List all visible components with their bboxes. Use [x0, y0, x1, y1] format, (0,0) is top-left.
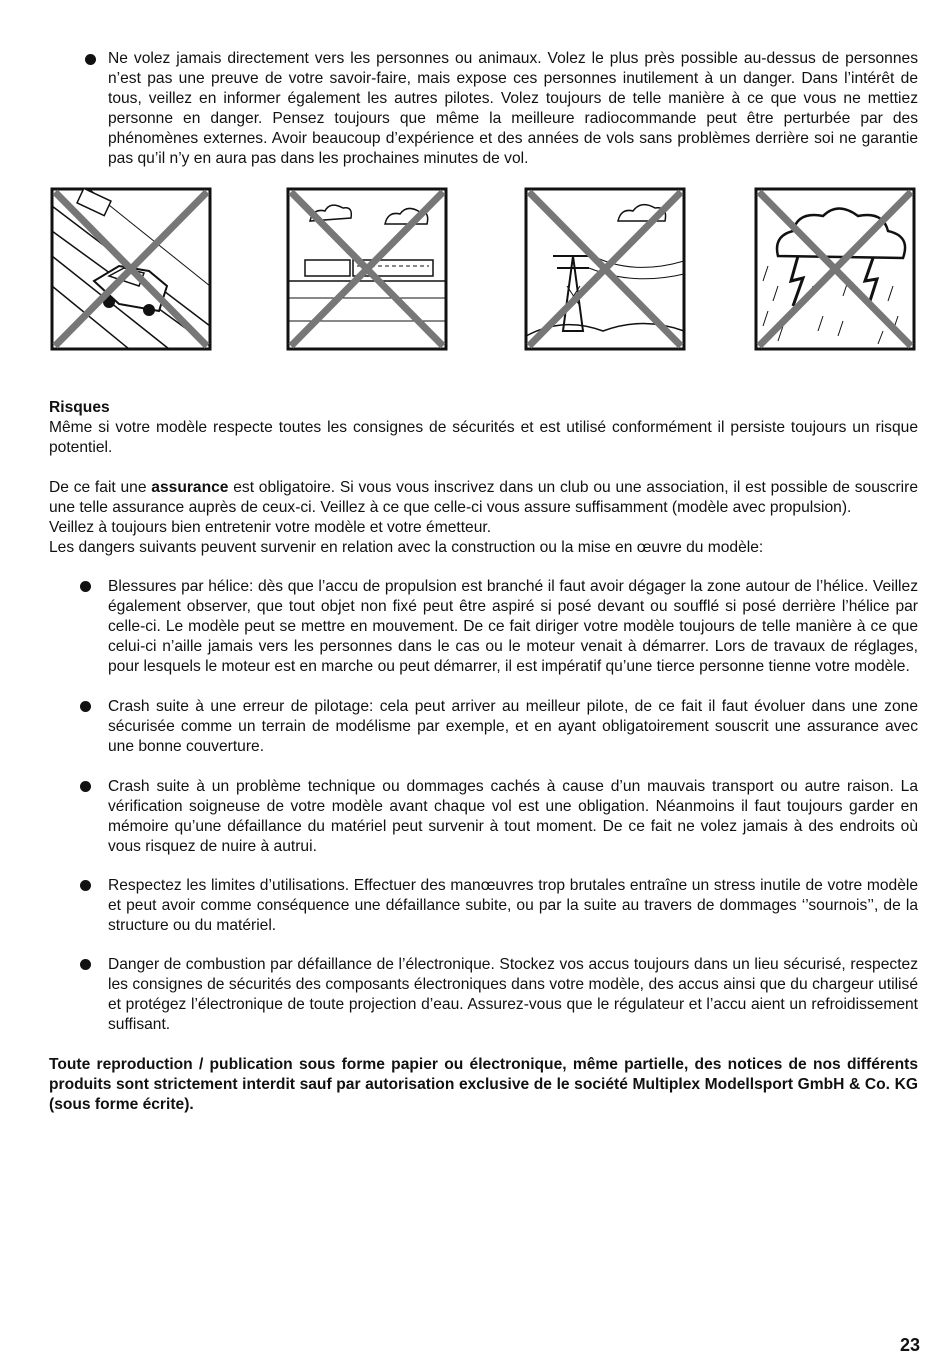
danger-item-limits: Respectez les limites d’utilisations. Effectuer des manœuvres trop brutales entraîne un stress inutile de votre modèle et peut avoir comme conséquence une défaillance subite, ou par la suite au travers de dommages ‘’sournois’’, de la structure ou du matériel.	[108, 877, 918, 934]
risks-paragraph-1: Même si votre modèle respecte toutes les consignes de sécurités et est utilisé conformément il persiste toujours un risque potentiel.	[49, 419, 918, 456]
risks-p2-before: De ce fait une	[49, 479, 152, 496]
risks-paragraph-3: Veillez à toujours bien entretenir votre modèle et votre émetteur.	[49, 519, 492, 536]
intro-bullet-text: Ne volez jamais directement vers les personnes ou animaux. Volez le plus près possible au-dessus de personnes n’est pas une preuve de votre savoir-faire, mais expose ces personnes inutilement à un danger. Dans l’intérêt de tous, veillez en informer également les autres pilotes. Volez toujours de telle manière à ce que vous ne mettiez personne en danger. Pensez toujours que même la meilleure radiocommande peut être perturbée par des phénomènes externes. Avoir beaucoup d’expérience et des années de vols sans problèmes derrière soi ne garantie pas qu’il n’y en aura pas dans les prochaines minutes de vol.	[108, 50, 918, 167]
bullet-dot	[80, 880, 91, 891]
danger-item-pilot-error: Crash suite à une erreur de pilotage: cela peut arriver au meilleur pilote, de ce fait il faut évoluer dans une zone sécurisée comme un terrain de modélisme par exemple, et en ayant obligatoirement souscrit une assurance avec une bonne couverture.	[108, 698, 918, 755]
danger-item-technical: Crash suite à un problème technique ou dommages cachés à cause d’un mauvais transport ou autre raison. La vérification soigneuse de votre modèle avant chaque vol est une obligation. Néanmoins il faut toujours garder en mémoire qu’une défaillance du matériel peut survenir à tout moment. De ce fait ne volez jamais à des endroits où vous risquez de nuire à autrui.	[108, 778, 918, 855]
bullet-dot	[80, 701, 91, 712]
railway-prohibited-icon	[285, 186, 449, 352]
risks-heading: Risques	[49, 399, 110, 416]
bullet-dot	[80, 581, 91, 592]
page-number: 23	[900, 1335, 921, 1355]
copyright-notice: Toute reproduction / publication sous forme papier ou électronique, même partielle, des notices de nos différents produits sont strictement interdit sauf par autorisation exclusive de le société Multiplex Modellsport GmbH & Co. KG (sous forme écrite).	[49, 1056, 918, 1113]
road-traffic-prohibited-icon	[49, 186, 213, 352]
risks-paragraph-2	[49, 478, 918, 518]
danger-item-combustion: Danger de combustion par défaillance de l’électronique. Stockez vos accus toujours dans un lieu sécurisé, respectez les consignes de sécurités des composants électroniques dans votre modèle, des accus ainsi que du chargeur utilisé et protégez l’électronique de toute projection d’eau. Assurez-vous que le régulateur et l’accu aient un refroidissement suffisant.	[108, 956, 918, 1033]
bullet-dot	[85, 54, 96, 65]
bullet-dot	[80, 959, 91, 970]
power-lines-prohibited-icon	[523, 186, 687, 352]
danger-item-propeller: Blessures par hélice: dès que l’accu de propulsion est branché il faut avoir dégager la zone autour de l’hélice. Veillez également observer, que tout objet non fixé peut être aspiré si posé devant ou soufflé si posé derrière l’hélice par celle-ci. Le modèle peut se mettre en mouvement. De ce fait diriger votre modèle toujours de telle manière à ce que celui-ci n’aille jamais vers les personnes dans le cas ou le moteur venait à démarrer. Lors de travaux de réglages, pour lesquels le moteur est en marche ou peut démarrer, il est impératif qu’une tierce personne tienne votre modèle.	[108, 578, 918, 675]
risks-paragraph-4: Les dangers suivants peuvent survenir en relation avec la construction ou la mise en œuvre du modèle:	[49, 539, 764, 556]
bullet-dot	[80, 781, 91, 792]
insurance-emphasis: assurance	[151, 479, 229, 496]
risks-p2-after: est obligatoire. Si vous vous inscrivez dans un club ou une association, il est possible de souscrire une telle assurance auprès de ceux-ci. Veillez à ce que celle-ci vous assure suffisamment (modèle avec propulsion).	[49, 479, 918, 516]
thunderstorm-prohibited-icon	[753, 186, 917, 352]
